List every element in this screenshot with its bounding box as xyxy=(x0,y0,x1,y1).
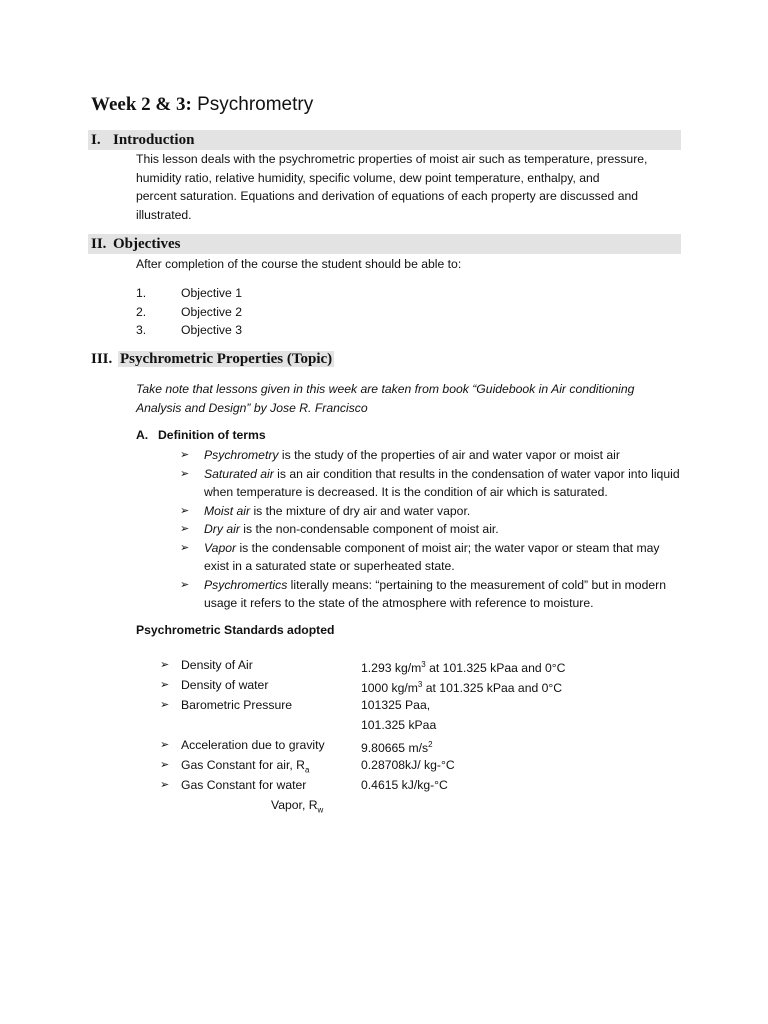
section-title: Objectives xyxy=(113,236,181,252)
document-page: Week 2 & 3: Psychrometry I. Introduction This lesson deals with the psychrometric properties of moist air such as temperature, pressure, humidity ratio, relative humidity, specific volume, dew point temperature, enthalpy, and percent saturation. Equations and derivation of equations of each property are discussed and illustrated. II. Objectives After completion of the course the student should be able to: 1. Objective 1 2. Objective 2 3. Objective 3 III. Psychrometric Properties (Topic) Take note that lessons given in this week are taken from book “Guidebook in Air conditioning Analysis and Design” by Jose R. Francisco A. Definition of terms ➢ Psychrometry is the study of the properties of air and water vapor or moist air ➢ Saturated air is an air condition that results in the condensation of water vapor into liquid when temperature is decreased. It is the condition of air which is saturated. ➢ Moist air is the mixture of dry air and water vapor. ➢ Dry air is the non-condensable component of moist air. ➢ Vapor is the condensable component of moist air; the water vapor or steam that may exist in a saturated state or superheated state. ➢ Psychromertics literally means: “pertaining to the measurement of cold” but in modern usage it refers to the state of the atmosphere with reference to moisture. Psychrometric Standards adopted ➢ Density of Air 1.293 $kg/m^3$ at 101.325 kPaa and 0°C ➢ Density of water 1000 $kg/m^3$ at 101.325 kPaa and 0°C ➢ Barometric Pressure 101325 Paa, 101.325 kPaa ➢ Acceleration due to gravity 9.80665 $m/s^2$ ➢ Gas Constant for air, $R_a$ 0.28708kJ/ kg-°C ➢ Gas Constant for water 0.4615 kJ/kg-°C Vapor, $R_w$ xyxy=(0,0,768,1024)
arrow-bullet-icon: ➢ xyxy=(180,541,190,554)
section-title: Introduction xyxy=(113,132,195,148)
list-item: ➢ Dry air is the non-condensable component of moist air. xyxy=(180,520,680,539)
section-objectives-heading xyxy=(88,234,681,254)
objectives-lead: After completion of the course the student should be able to: xyxy=(136,257,462,271)
page-title xyxy=(91,94,313,116)
arrow-bullet-icon: ➢ xyxy=(160,779,170,791)
arrow-bullet-icon: ➢ xyxy=(180,467,190,480)
arrow-bullet-icon: ➢ xyxy=(180,504,190,517)
paragraph-line: percent saturation. Equations and derivation of equations of each property are discussed and xyxy=(136,189,639,203)
list-item: 2. Objective 2 xyxy=(136,304,242,319)
source-note xyxy=(136,380,676,417)
page-title-week: Week 2 & 3: xyxy=(91,94,192,115)
paragraph-line: humidity ratio, relative humidity, specific volume, dew point temperature, enthalpy, and xyxy=(136,170,600,185)
arrow-bullet-icon: ➢ xyxy=(160,759,170,771)
paragraph-line: illustrated. xyxy=(136,207,192,222)
definition-of-terms-heading: A. Definition of terms xyxy=(136,428,266,442)
section-number: II. xyxy=(91,236,107,252)
list-item: ➢ Psychrometry is the study of the properties of air and water vapor or moist air xyxy=(180,446,680,465)
arrow-bullet-icon: ➢ xyxy=(180,578,190,591)
list-item: 3. Objective 3 xyxy=(136,323,242,337)
arrow-bullet-icon: ➢ xyxy=(160,699,170,711)
arrow-bullet-icon: ➢ xyxy=(180,449,190,461)
arrow-bullet-icon: ➢ xyxy=(160,679,170,691)
page-title-subject: Psychrometry xyxy=(197,94,314,115)
note-line: Take note that lessons given in this week are taken from book “Guidebook in Air conditioning xyxy=(136,382,635,396)
arrow-bullet-icon: ➢ xyxy=(160,739,170,751)
terms-list xyxy=(180,446,680,613)
arrow-bullet-icon: ➢ xyxy=(160,659,170,671)
list-item: ➢ Saturated air is an air condition that results in the condensation of water vapor into liquid when temperature is decreased. It is the condition of air which is saturated. xyxy=(180,466,680,499)
list-item: ➢ Vapor is the condensable component of moist air; the water vapor or steam that may exist in a saturated state or superheated state. xyxy=(180,540,660,573)
arrow-bullet-icon: ➢ xyxy=(180,523,190,535)
note-line: Analysis and Design” by Jose R. Francisco xyxy=(136,400,368,415)
section-number: I. xyxy=(91,132,101,148)
section-title: Psychrometric Properties (Topic) xyxy=(120,351,333,367)
section-introduction-heading xyxy=(88,130,681,150)
introduction-paragraph xyxy=(136,150,676,224)
objectives-list xyxy=(136,284,242,340)
section-properties-heading xyxy=(88,349,681,369)
standards-heading: Psychrometric Standards adopted xyxy=(136,623,335,637)
list-item: 1. Objective 1 xyxy=(136,286,242,300)
section-number: III. xyxy=(91,351,113,367)
paragraph-line: This lesson deals with the psychrometric properties of moist air such as temperature, pressure, xyxy=(136,152,648,166)
list-item: ➢ Moist air is the mixture of dry air and water vapor. xyxy=(180,502,680,521)
list-item: ➢ Psychromertics literally means: “pertaining to the measurement of cold” but in modern usage it refers to the state of the atmosphere with reference to moisture. xyxy=(180,577,666,610)
